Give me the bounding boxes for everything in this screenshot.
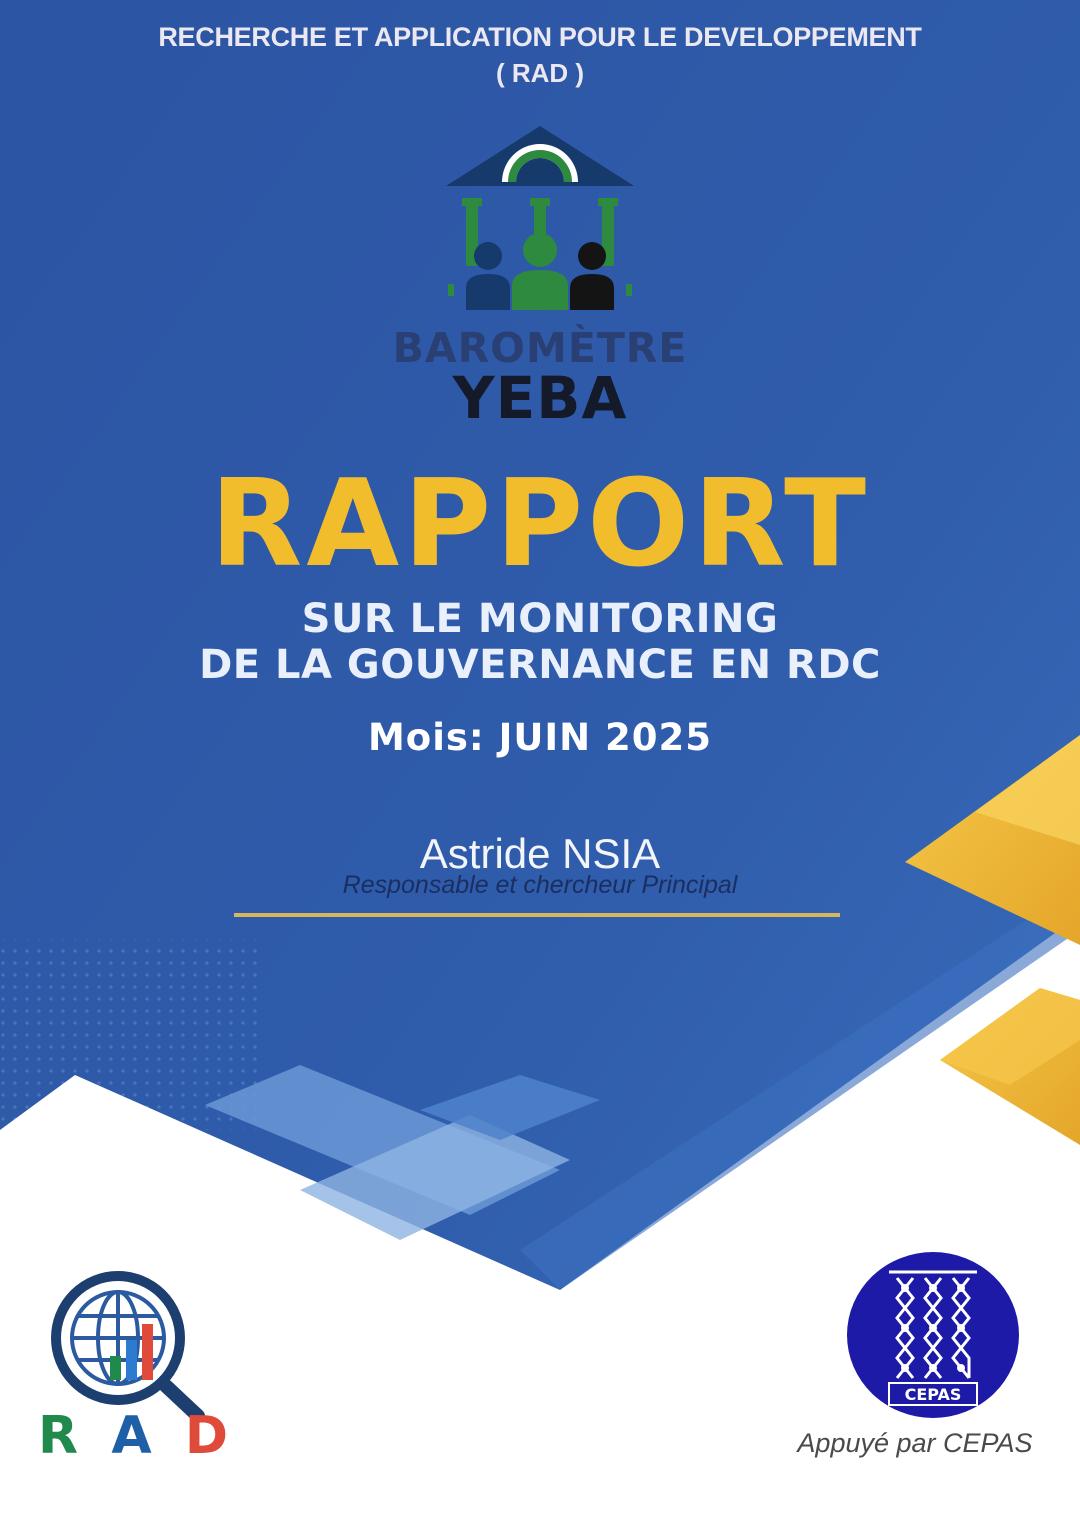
- report-subtitle-line2: DE LA GOUVERNANCE EN RDC: [199, 642, 881, 688]
- author-name: Astride NSIA: [419, 830, 661, 877]
- rad-letter-a: A: [111, 1406, 152, 1466]
- organization-acronym: ( RAD ): [495, 58, 585, 88]
- author-divider: [234, 913, 840, 917]
- globe-magnifier-chart-icon: [48, 1268, 213, 1423]
- report-subtitle-line1: SUR LE MONITORING: [301, 596, 779, 642]
- rad-letter-d: D: [184, 1406, 228, 1466]
- barometer-label: BAROMÈTRE: [392, 324, 688, 372]
- author-role: Responsable et chercheur Principal: [342, 871, 738, 899]
- yeba-label: YEBA: [452, 364, 628, 432]
- organization-name: RECHERCHE ET APPLICATION POUR LE DEVELOPPEMENT: [158, 22, 922, 52]
- rad-wordmark: [38, 1406, 228, 1466]
- report-month: Mois: JUIN 2025: [367, 716, 713, 759]
- cepas-network-icon: [845, 1250, 1021, 1420]
- building-people-barometer-icon: [440, 124, 640, 319]
- cepas-label: CEPAS: [904, 1385, 962, 1404]
- rad-letter-r: R: [38, 1406, 79, 1466]
- support-text: Appuyé par CEPAS: [797, 1428, 1033, 1458]
- report-title: RAPPORT: [209, 455, 871, 594]
